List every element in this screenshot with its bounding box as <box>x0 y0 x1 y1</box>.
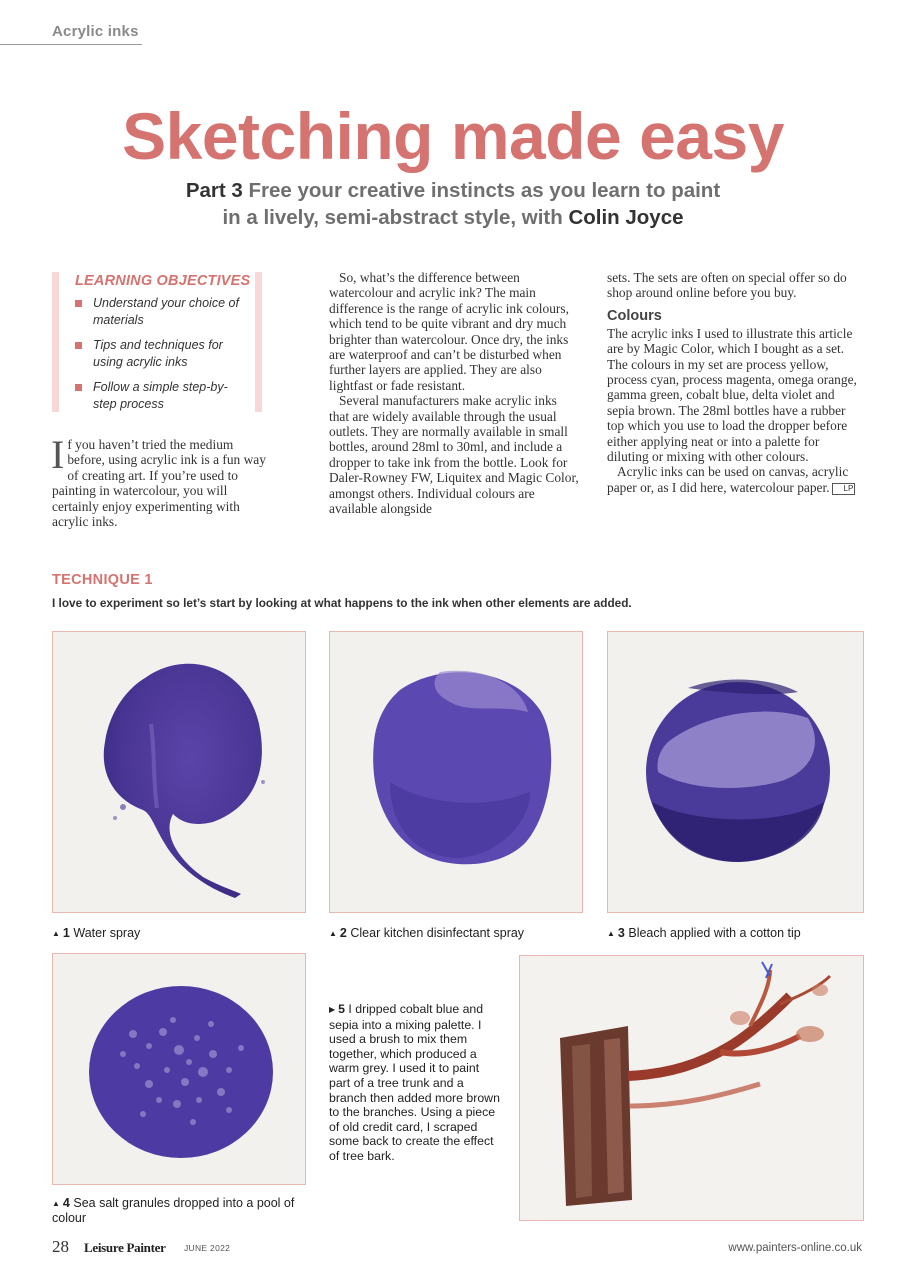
footer-magazine-name: Leisure Painter <box>84 1240 166 1255</box>
colours-heading: Colours <box>607 307 662 324</box>
footer-date: JUNE 2022 <box>184 1243 231 1253</box>
lo-title: LEARNING OBJECTIVES <box>75 273 251 289</box>
caption-4 <box>52 1196 302 1226</box>
subtitle-line1: Free your creative instincts as you learn to paint <box>242 179 721 202</box>
triangle-right-icon: ▶ <box>329 1005 336 1014</box>
body-column-2 <box>329 270 579 517</box>
caption-1 <box>52 926 140 941</box>
photo-disinfectant-spray <box>329 631 583 913</box>
caption-text: I dripped cobalt blue and sepia into a mixing palette. I used a brush to mix them together, which produced a warm grey. I used it to paint part of a tree trunk and a branch then added more brown to the branches. Using a piece of old credit card, I scraped some back to create the effect of tree bark. <box>329 1002 500 1163</box>
intro-paragraph <box>51 432 274 530</box>
triangle-up-icon: ▲ <box>52 929 60 938</box>
triangle-up-icon: ▲ <box>607 929 615 938</box>
caption-text: Bleach applied with a cotton tip <box>628 926 801 940</box>
body-paragraph: The acrylic inks I used to illustrate this article are by Magic Color, which I bought as a set. The colours in my set are process yellow, process cyan, process magenta, omega orange, gamma green, cobalt blue, delta violet and sepia brown. The 28ml bottles have a rubber top which you use to load the dropper before either applying neat or into a palette for diluting or mixing with other colours. <box>607 325 857 465</box>
photo-sea-salt <box>52 953 306 1185</box>
bullet-square-icon <box>75 300 82 307</box>
caption-text: Water spray <box>73 926 141 940</box>
drop-cap: I <box>51 432 65 477</box>
learning-objectives-box <box>52 272 262 412</box>
caption-number: 2 <box>339 926 347 940</box>
lo-item <box>75 295 245 329</box>
triangle-up-icon: ▲ <box>52 1199 60 1208</box>
lo-item-text: Tips and techniques for using acrylic inks <box>93 338 223 369</box>
caption-number: 3 <box>617 926 625 940</box>
body-paragraph: So, what’s the difference between watercolour and acrylic ink? The main difference is the range of acrylic ink colours, which tend to be quite vibrant and dry much brighter than watercolour. Once dry, the inks are waterproof and can’t be disturbed when further layers are applied. They are also lightfast or fade resistant. <box>329 270 569 393</box>
body-paragraph: sets. The sets are often on special offer so do shop around online before you buy. <box>607 270 847 301</box>
body-column-3 <box>607 270 862 495</box>
section-tag-rule <box>0 44 142 45</box>
lo-item-text: Understand your choice of materials <box>93 296 239 327</box>
footer-url: www.painters-online.co.uk <box>728 1242 862 1254</box>
technique-intro: I love to experiment so let’s start by looking at what happens to the ink when other elements are added. <box>52 596 632 610</box>
intro-text: f you haven’t tried the medium before, using acrylic ink is a fun way of creating art. If you’re used to painting in watercolour, you will certainly enjoy experimenting with acrylic inks. <box>52 437 266 530</box>
page-title: Sketching made easy <box>122 99 784 173</box>
bullet-square-icon <box>75 342 82 349</box>
caption-2 <box>329 926 524 941</box>
author-name: Colin Joyce <box>568 206 684 229</box>
caption-number: 1 <box>62 926 70 940</box>
ink-blot-bleach-image <box>608 632 863 912</box>
bullet-square-icon <box>75 384 82 391</box>
caption-3 <box>607 926 801 941</box>
caption-number: 4 <box>62 1196 70 1210</box>
photo-water-spray <box>52 631 306 913</box>
ink-blot-sea-salt-image <box>53 954 305 1184</box>
body-paragraph-text: Acrylic inks can be used on canvas, acrylic paper or, as I did here, watercolour paper. <box>607 464 849 495</box>
lo-item <box>75 379 245 413</box>
body-paragraph <box>607 464 862 495</box>
photo-bleach <box>607 631 864 913</box>
triangle-up-icon: ▲ <box>329 929 337 938</box>
body-paragraph: Several manufacturers make acrylic inks that are widely available through the usual outlets. They are normally available in small bottles, around 28ml to 30ml, and include a dropper to take ink from the bottle. Look for Daler-Rowney FW, Liquitex and Magic Color, amongst others. Individual colours are available alongside <box>329 393 579 517</box>
caption-number: 5 <box>338 1002 345 1016</box>
tree-trunk-painting-image <box>520 956 863 1220</box>
section-tag: Acrylic inks <box>52 23 139 40</box>
subtitle-line2: in a lively, semi-abstract style, with <box>222 206 569 229</box>
caption-5 <box>329 1002 501 1164</box>
end-mark-icon: LP <box>832 483 856 495</box>
caption-text: Sea salt granules dropped into a pool of colour <box>52 1196 295 1225</box>
technique-heading: TECHNIQUE 1 <box>52 572 153 588</box>
caption-text: Clear kitchen disinfectant spray <box>350 926 525 940</box>
lo-right-bar <box>255 272 262 412</box>
subtitle-part: Part 3 <box>185 179 243 202</box>
ink-blot-water-spray-image <box>53 632 305 912</box>
lo-item <box>75 337 245 371</box>
photo-tree-trunk <box>519 955 864 1221</box>
page-subtitle <box>0 177 906 231</box>
lo-item-text: Follow a simple step-by-step process <box>93 380 228 411</box>
ink-blot-disinfectant-image <box>330 632 582 912</box>
lo-left-bar <box>52 272 59 412</box>
footer-page-number: 28 <box>52 1237 69 1256</box>
